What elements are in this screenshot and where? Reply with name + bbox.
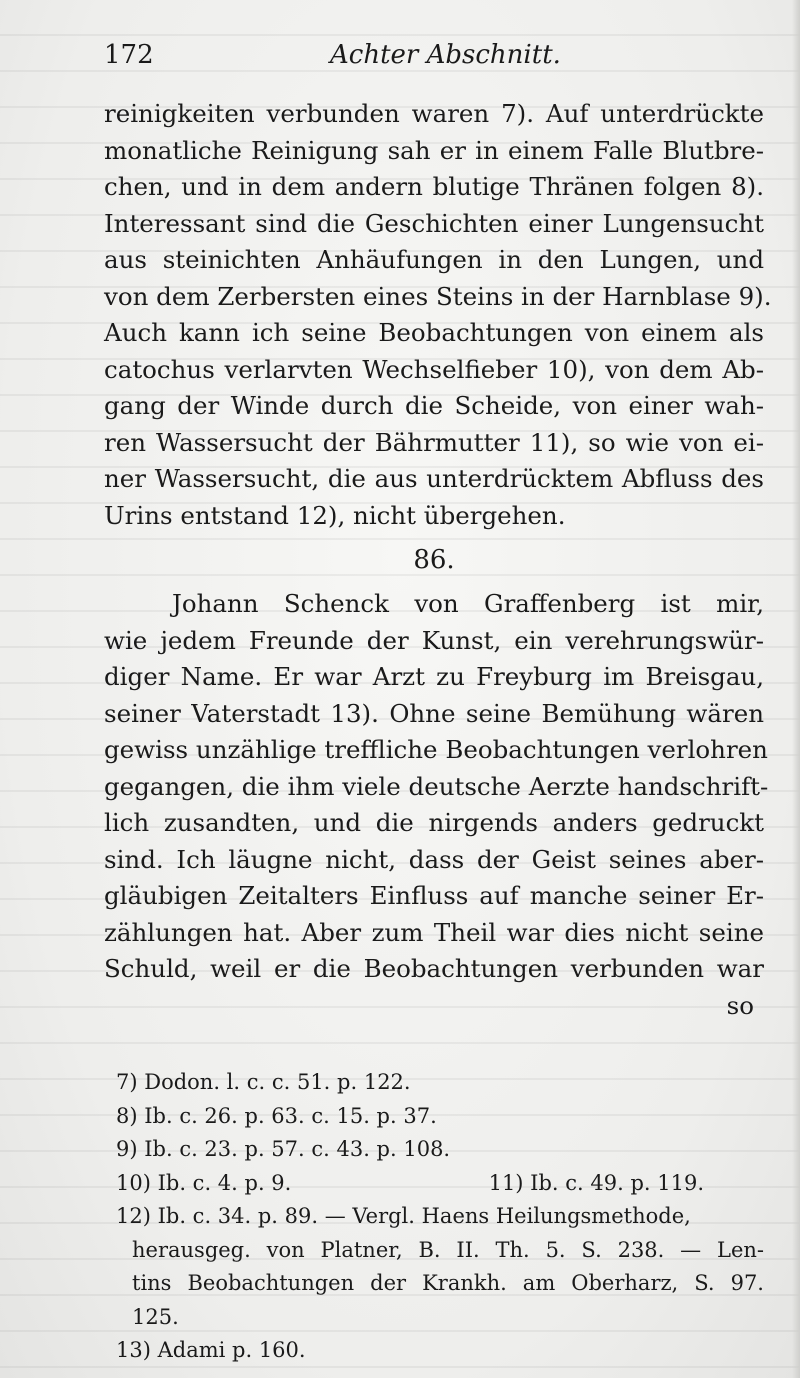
section-number: 86. [413, 545, 455, 575]
catchword: so [726, 990, 754, 1020]
footnote-9: 9) Ib. c. 23. p. 57. c. 43. p. 108. [116, 1137, 451, 1161]
text-line: ner Wassersucht, die aus unterdrücktem Abfluss des [104, 464, 764, 493]
running-head: Achter Abschnitt. [330, 40, 561, 70]
text-line: catochus verlarvten Wechselfieber 10), von dem Ab- [104, 354, 764, 384]
text-line: gang der Winde durch die Scheide, von einer wah- [104, 391, 764, 420]
text-line: gegangen, die ihm viele deutsche Aerzte handschrift- [104, 771, 769, 801]
text-line: wie jedem Freunde der Kunst, ein verehrungswür- [104, 625, 764, 655]
text-line: seiner Vaterstadt 13). Ohne seine Bemühung wären [104, 698, 764, 728]
text-line: Auch kann ich seine Beobachtungen von einem als [104, 318, 764, 347]
text-line: Interessant sind die Geschichten einer Lungensucht [104, 208, 764, 238]
text-line: zählungen hat. Aber zum Theil war dies nicht seine [104, 917, 764, 947]
footnote-7: 7) Dodon. l. c. c. 51. p. 122. [116, 1070, 411, 1094]
text-line: Schuld, weil er die Beobachtungen verbunden war [104, 954, 764, 983]
text-line: ren Wassersucht der Bährmutter 11), so wie von ei- [104, 427, 764, 457]
text-line: lich zusandten, und die nirgends anders gedruckt [104, 808, 764, 837]
footnote-row-10-11 [116, 1167, 764, 1201]
text-line: aus steinichten Anhäufungen in den Lungen, und [104, 245, 764, 274]
page-header [104, 40, 664, 80]
footnote-12-continued: tins Beobachtungen der Krankh. am Oberharz, S. 97. [132, 1271, 764, 1295]
footnote-10: 10) Ib. c. 4. p. 9. [116, 1170, 292, 1195]
footnote-12: 12) Ib. c. 34. p. 89. — Vergl. Haens Heilungsmethode, [116, 1204, 691, 1228]
text-line: reinigkeiten verbunden waren 7). Auf unterdrückte [104, 99, 764, 128]
page-edge-shadow [792, 0, 800, 1378]
main-text [104, 96, 772, 1024]
page-number: 172 [104, 40, 154, 70]
footnote-12-continued: 125. [132, 1304, 179, 1329]
text-line: diger Name. Er war Arzt zu Freyburg im Breisgau, [104, 662, 764, 691]
text-line: chen, und in dem andern blutige Thränen folgen 8). [104, 172, 764, 201]
text-line: monatliche Reinigung sah er in einem Falle Blutbre- [104, 135, 764, 165]
text-line: Johann Schenck von Graffenberg ist mir, [172, 589, 764, 618]
text-line: sind. Ich läugne nicht, dass der Geist seines aber- [104, 844, 764, 874]
text-line: Urins entstand 12), nicht übergehen. [104, 500, 566, 530]
text-line: gewiss unzählige treffliche Beobachtungen verlohren [104, 735, 768, 764]
footnote-12-continued: herausgeg. von Platner, B. II. Th. 5. S. 238. — Len- [132, 1237, 764, 1262]
footnotes [116, 1066, 764, 1368]
text-line: von dem Zerbersten eines Steins in der Harnblase 9). [104, 281, 772, 311]
footnote-11: 11) Ib. c. 49. p. 119. [488, 1170, 704, 1195]
text-line: gläubigen Zeitalters Einfluss auf manche seiner Er- [104, 881, 764, 910]
footnote-8: 8) Ib. c. 26. p. 63. c. 15. p. 37. [116, 1103, 437, 1128]
footnote-13: 13) Adami p. 160. [116, 1338, 306, 1362]
